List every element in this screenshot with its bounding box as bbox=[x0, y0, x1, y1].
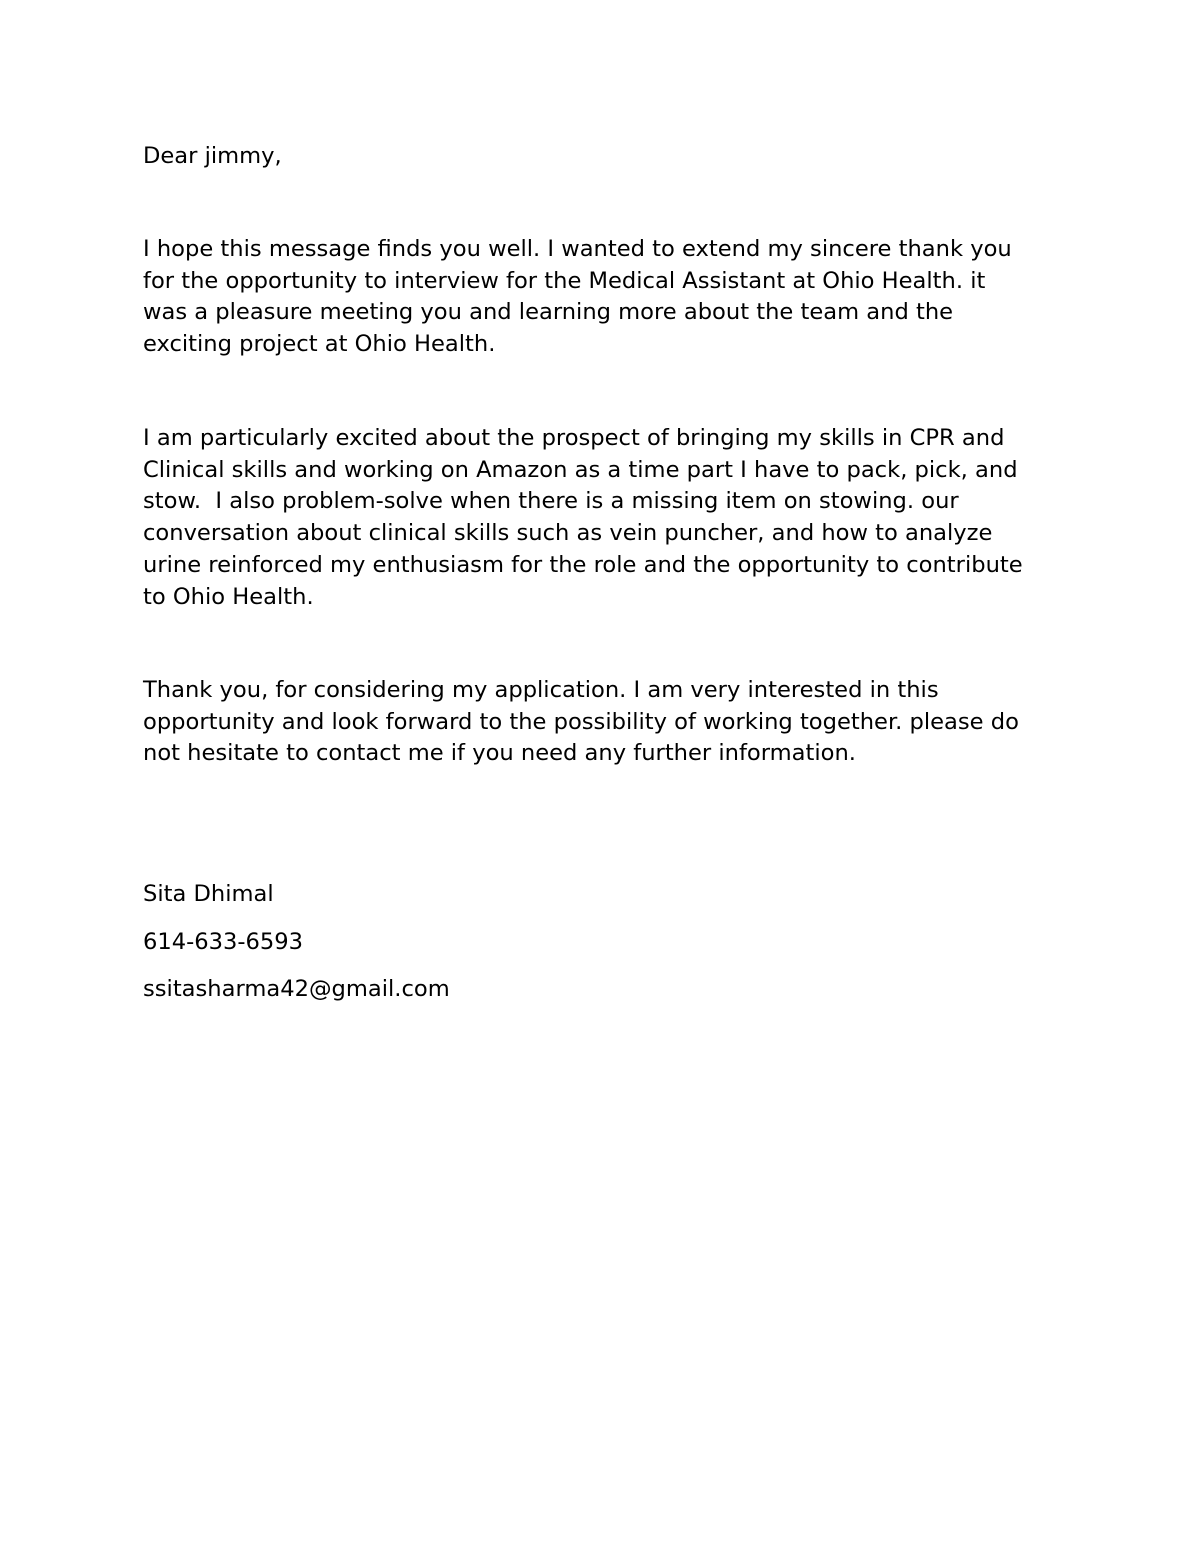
paragraph-skills bbox=[143, 423, 1073, 613]
paragraph-closing bbox=[143, 675, 1073, 770]
paragraph-line: Clinical skills and working on Amazon as a time part I have to pack, pick, and bbox=[143, 456, 1018, 483]
paragraph-line: I hope this message finds you well. I wanted to extend my sincere thank you bbox=[143, 236, 1012, 262]
paragraph-line: exciting project at Ohio Health. bbox=[143, 331, 496, 358]
paragraph-line: for the opportunity to interview for the Medical Assistant at Ohio Health. it bbox=[143, 267, 986, 294]
paragraph-thank-you-intro bbox=[143, 234, 1073, 361]
paragraph-line: opportunity and look forward to the possibility of working together. please do bbox=[143, 708, 1019, 735]
paragraph-line: to Ohio Health. bbox=[143, 583, 314, 610]
paragraph-line: Thank you, for considering my application. I am very interested in this bbox=[143, 677, 939, 703]
signature-phone: 614-633-6593 bbox=[143, 929, 304, 955]
paragraph-line: not hesitate to contact me if you need any further information. bbox=[143, 740, 856, 767]
paragraph-line: urine reinforced my enthusiasm for the role and the opportunity to contribute bbox=[143, 551, 1023, 578]
paragraph-line: conversation about clinical skills such as vein puncher, and how to analyze bbox=[143, 520, 993, 547]
signature-name: Sita Dhimal bbox=[143, 881, 274, 907]
salutation: Dear jimmy, bbox=[143, 143, 282, 169]
paragraph-line: was a pleasure meeting you and learning more about the team and the bbox=[143, 299, 954, 326]
signature-email: ssitasharma42@gmail.com bbox=[143, 976, 450, 1002]
paragraph-line: stow. I also problem-solve when there is a missing item on stowing. our bbox=[143, 488, 959, 515]
paragraph-line: I am particularly excited about the prospect of bringing my skills in CPR and bbox=[143, 425, 1005, 451]
